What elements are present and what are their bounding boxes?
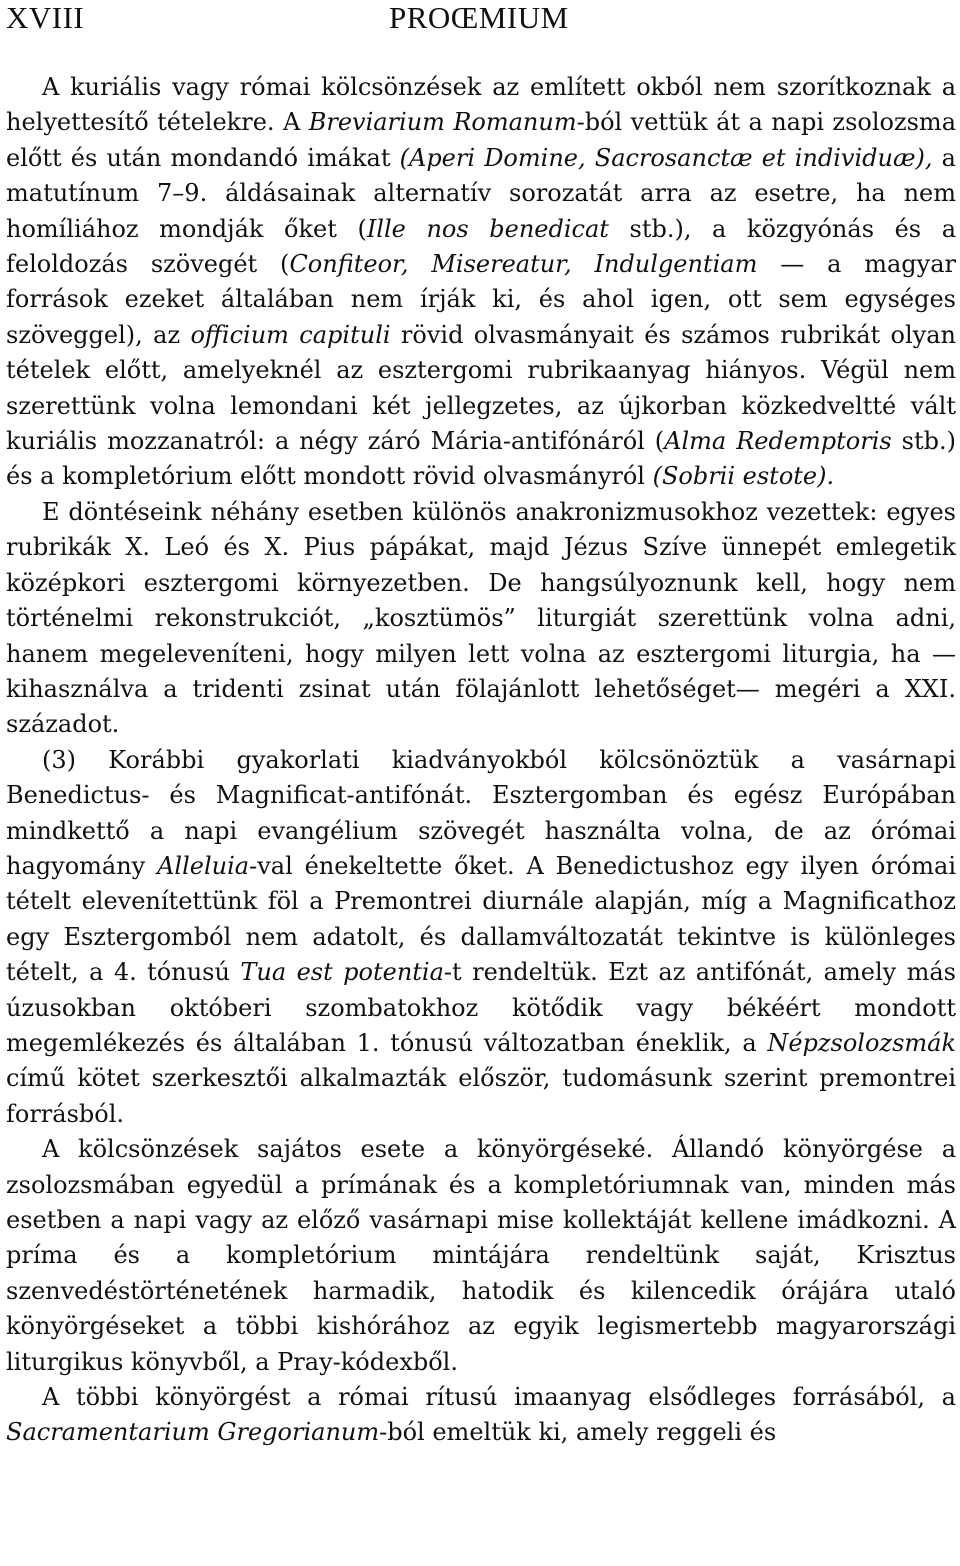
text-run: A kölcsönzések sajátos esete a könyörgéseké. Állandó könyörgése a zsolozsmában egyedül a prímának és a kompletóriumnak van, minden más esetben a napi vagy az előző vasárnapi mise kollektáját kellene imádkozni. A príma és a kompletórium mintájára rendeltünk saját, Krisztus szenvedéstörténetének harmadik, hatodik és kilencedik órájára utaló könyörgéseket a többi kishórához az egyik legismertebb magyarországi liturgikus könyvből, a Pray-kódexből. — [6, 1135, 956, 1376]
italic-text: Confiteor, Misereatur, Indulgentiam — [289, 250, 758, 279]
italic-text: Breviarium Romanum — [308, 108, 577, 137]
paragraph — [6, 495, 956, 743]
page-number: XVIII — [6, 0, 85, 35]
text-run: A többi könyörgést a római rítusú imaanyag elsődleges forrásából, a — [42, 1383, 956, 1412]
text-run: -ból emeltük ki, amely reggeli és — [379, 1418, 777, 1447]
italic-text: officium capituli — [190, 320, 391, 349]
italic-text: (Sobrii estote). — [652, 462, 835, 491]
italic-text: Tua est potentia — [240, 958, 444, 987]
body-text — [6, 70, 956, 1451]
paragraph — [6, 1132, 956, 1380]
italic-text: Alleluia — [157, 851, 250, 880]
text-run: — a magyar források ezeket általában nem írják ki, és ahol igen, ott sem egységes szöveggel), az — [6, 250, 957, 349]
paragraph — [6, 1380, 956, 1451]
italic-text: Népzsolozsmák — [767, 1028, 956, 1057]
text-run: E döntéseink néhány esetben különös anakronizmusokhoz vezettek: egyes rubrikák X. Leó és X. Pius pápákat, majd Jézus Szíve ünnepét emlegetik középkori esztergomi környezetben. De hangsúlyoznunk kell, hogy nem történelmi rekonstrukciót, „kosztümös” liturgiát szerettünk volna adni, hanem megeleveníteni, hogy milyen lett volna az esztergomi liturgia, ha —kihasználva a tridenti zsinat után fölajánlott lehetőséget— megéri a XXI. századot. — [6, 497, 956, 739]
italic-text: Sacramentarium Gregorianum — [6, 1418, 380, 1447]
running-title: PROŒMIUM — [389, 0, 569, 35]
text-run: stb.), a közgyónás és a feloldozás szövegét ( — [6, 214, 956, 279]
paragraph — [6, 70, 956, 495]
text-run: (3) Korábbi gyakorlati kiadványokból kölcsönöztük a vasárnapi Benedictus- és Magnificat-antifónát. Esztergomban és egész Európában mindkettő a napi evangélium szövegét használta volna, de az órómai hagyomány — [6, 745, 956, 880]
text-run: -val énekeltette őket. A Benedictushoz egy ilyen órómai tételt elevenítettünk föl a Premontrei diurnále alapján, míg a Magnificathoz egy Esztergomból nem adatolt, és dallamváltozatát tekintve is különleges tételt, a 4. tónusú — [6, 851, 956, 987]
text-run: -t rendeltük. Ezt az antifónát, amely más úzusokban októberi szombatokhoz kötődik vagy békéért mondott megemlékezés és általában 1. tónusú változatban éneklik, a — [6, 958, 956, 1057]
italic-text: Ille nos benedicat — [366, 214, 609, 243]
italic-text: (Aperi Domine, Sacrosanctæ et individuæ), — [399, 143, 933, 172]
text-run: rövid olvasmányait és számos rubrikát olyan tételek előtt, amelyeknél az esztergomi rubrikaanyag hiányos. Végül nem szerettünk volna lemondani két jellegzetes, az újkorban közkedveltté vált kuriális mozzanatról: a négy záró Mária-antifónáról ( — [6, 320, 956, 456]
italic-text: Alma Redemptoris — [664, 427, 892, 456]
text-run: a matutínum 7–9. áldásainak alternatív sorozatát arra az esetre, ha nem homíliához mondják őket ( — [6, 143, 956, 243]
text-run: -ból vettük át a napi zsolozsma előtt és után mondandó imákat — [6, 108, 956, 172]
paragraph — [6, 743, 956, 1132]
running-head — [6, 0, 960, 36]
text-run: A kuriális vagy római kölcsönzések az említett okból nem szorítkoznak a helyettesítő tételekre. A — [6, 73, 956, 137]
text-run: stb.) és a kompletórium előtt mondott rövid olvasmányról — [6, 427, 956, 491]
text-run: című kötet szerkesztői alkalmazták először, tudomásunk szerint premontrei forrásból. — [6, 1064, 956, 1128]
